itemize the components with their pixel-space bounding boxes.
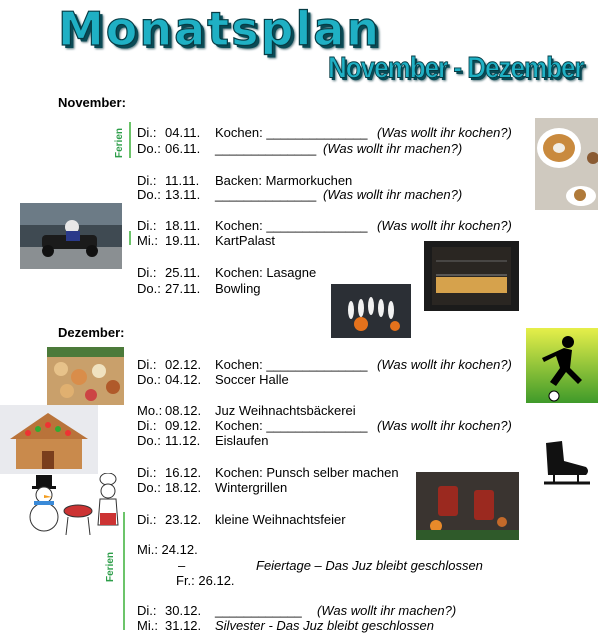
row-note: (Was wollt ihr machen?) (323, 187, 463, 202)
holiday-dash: – (178, 558, 186, 573)
row-activity: Kochen: ______________ (215, 125, 368, 140)
ferien-label-november: Ferien (114, 127, 125, 158)
row-day: Di.: (137, 218, 157, 233)
row-activity: Bowling (215, 281, 261, 296)
row-date: 30.12. (165, 603, 202, 618)
schedule-row (137, 603, 597, 619)
row-date: 27.11. (165, 281, 201, 296)
row-day: Do.: (137, 281, 161, 296)
ice-skate-image (542, 437, 594, 487)
row-date: 09.12. (165, 418, 202, 433)
row-activity: Eislaufen (215, 433, 269, 448)
row-note: (Was wollt ihr kochen?) (377, 357, 512, 372)
section-heading-november: November: (58, 95, 126, 110)
page-title: Monatsplan (58, 2, 382, 56)
row-activity: Kochen: Lasagne (215, 265, 317, 280)
row-date: 23.12. (165, 512, 202, 527)
page-subtitle: November - Dezember (328, 50, 584, 85)
schedule-row (137, 125, 597, 141)
snowman-grill-clipart (22, 473, 130, 541)
row-day: Di.: (137, 418, 157, 433)
schedule-row (137, 512, 597, 528)
row-date: 06.11. (165, 141, 201, 156)
row-note: (Was wollt ihr kochen?) (377, 418, 512, 433)
schedule-row (137, 418, 597, 434)
soccer-image (526, 328, 598, 403)
row-activity: Juz Weihnachtsbäckerei (215, 403, 356, 418)
row-note: (Was wollt ihr machen?) (317, 603, 457, 618)
ferien-label-dezember: Ferien (105, 551, 116, 582)
row-date: 25.11. (165, 265, 201, 280)
row-date: 02.12. (165, 357, 202, 372)
row-day: Di.: (137, 603, 157, 618)
row-day: Di.: (137, 357, 157, 372)
row-day: Do.: (137, 433, 161, 448)
row-date: 16.12. (165, 465, 202, 480)
row-activity: Kochen: ______________ (215, 218, 368, 233)
row-activity: ______________ (215, 187, 317, 202)
row-date: 04.12. (165, 372, 202, 387)
row-day: Di.: (137, 512, 157, 527)
section-heading-dezember: Dezember: (58, 325, 125, 340)
holiday-start: Mi.: 24.12. (137, 542, 198, 557)
row-day: Mo.: (137, 403, 163, 418)
row-day: Do.: (137, 480, 161, 495)
row-date: 18.11. (165, 218, 201, 233)
row-day: Di.: (137, 465, 157, 480)
row-activity: Kochen: Punsch selber machen (215, 465, 399, 480)
row-date: 13.11. (165, 187, 201, 202)
gingerbread-house-image (0, 405, 98, 474)
holiday-end: Fr.: 26.12. (176, 573, 235, 588)
schedule-row (137, 265, 597, 281)
schedule-row (137, 465, 597, 481)
row-date: 08.12. (165, 403, 202, 418)
row-day: Do.: (137, 187, 161, 202)
row-activity: Kochen: ______________ (215, 357, 368, 372)
row-activity: KartPalast (215, 233, 275, 248)
schedule-row (137, 480, 597, 496)
row-date: 11.12. (165, 433, 201, 448)
row-date: 04.11. (165, 125, 201, 140)
row-day: Di.: (137, 265, 157, 280)
ferien-bracket (129, 122, 131, 158)
cookies-image (47, 347, 124, 405)
ferien-bracket (129, 231, 131, 245)
schedule-row (137, 218, 597, 234)
schedule-row (137, 233, 597, 249)
oven-image (424, 241, 519, 311)
row-date: 18.12. (165, 480, 202, 495)
row-day: Di.: (137, 125, 157, 140)
bowling-image (331, 284, 411, 338)
row-note: Silvester - Das Juz bleibt geschlossen (215, 618, 434, 633)
row-day: Do.: (137, 141, 161, 156)
schedule-row (137, 618, 597, 634)
row-day: Mi.: (137, 233, 158, 248)
row-activity: Kochen: ______________ (215, 418, 368, 433)
row-activity: ____________ (215, 603, 302, 618)
row-activity: Wintergrillen (215, 480, 288, 495)
row-note: (Was wollt ihr kochen?) (377, 125, 512, 140)
row-activity: Soccer Halle (215, 372, 289, 387)
row-day: Di.: (137, 173, 157, 188)
schedule-row (137, 433, 597, 449)
row-activity: kleine Weihnachtsfeier (215, 512, 346, 527)
row-date: 19.11. (165, 233, 201, 248)
row-activity: Backen: Marmorkuchen (215, 173, 353, 188)
row-day: Do.: (137, 372, 161, 387)
kart-image (20, 203, 122, 269)
row-activity: ______________ (215, 141, 317, 156)
schedule-row (137, 141, 597, 157)
row-day: Mi.: (137, 618, 158, 633)
punsch-image (416, 472, 519, 540)
row-note: (Was wollt ihr kochen?) (377, 218, 512, 233)
cake-image (535, 118, 598, 210)
holiday-note: Feiertage – Das Juz bleibt geschlossen (256, 558, 483, 573)
row-date: 11.11. (165, 173, 200, 188)
schedule-row (137, 403, 597, 419)
row-date: 31.12. (165, 618, 202, 633)
schedule-row (137, 187, 597, 203)
row-note: (Was wollt ihr machen?) (323, 141, 463, 156)
